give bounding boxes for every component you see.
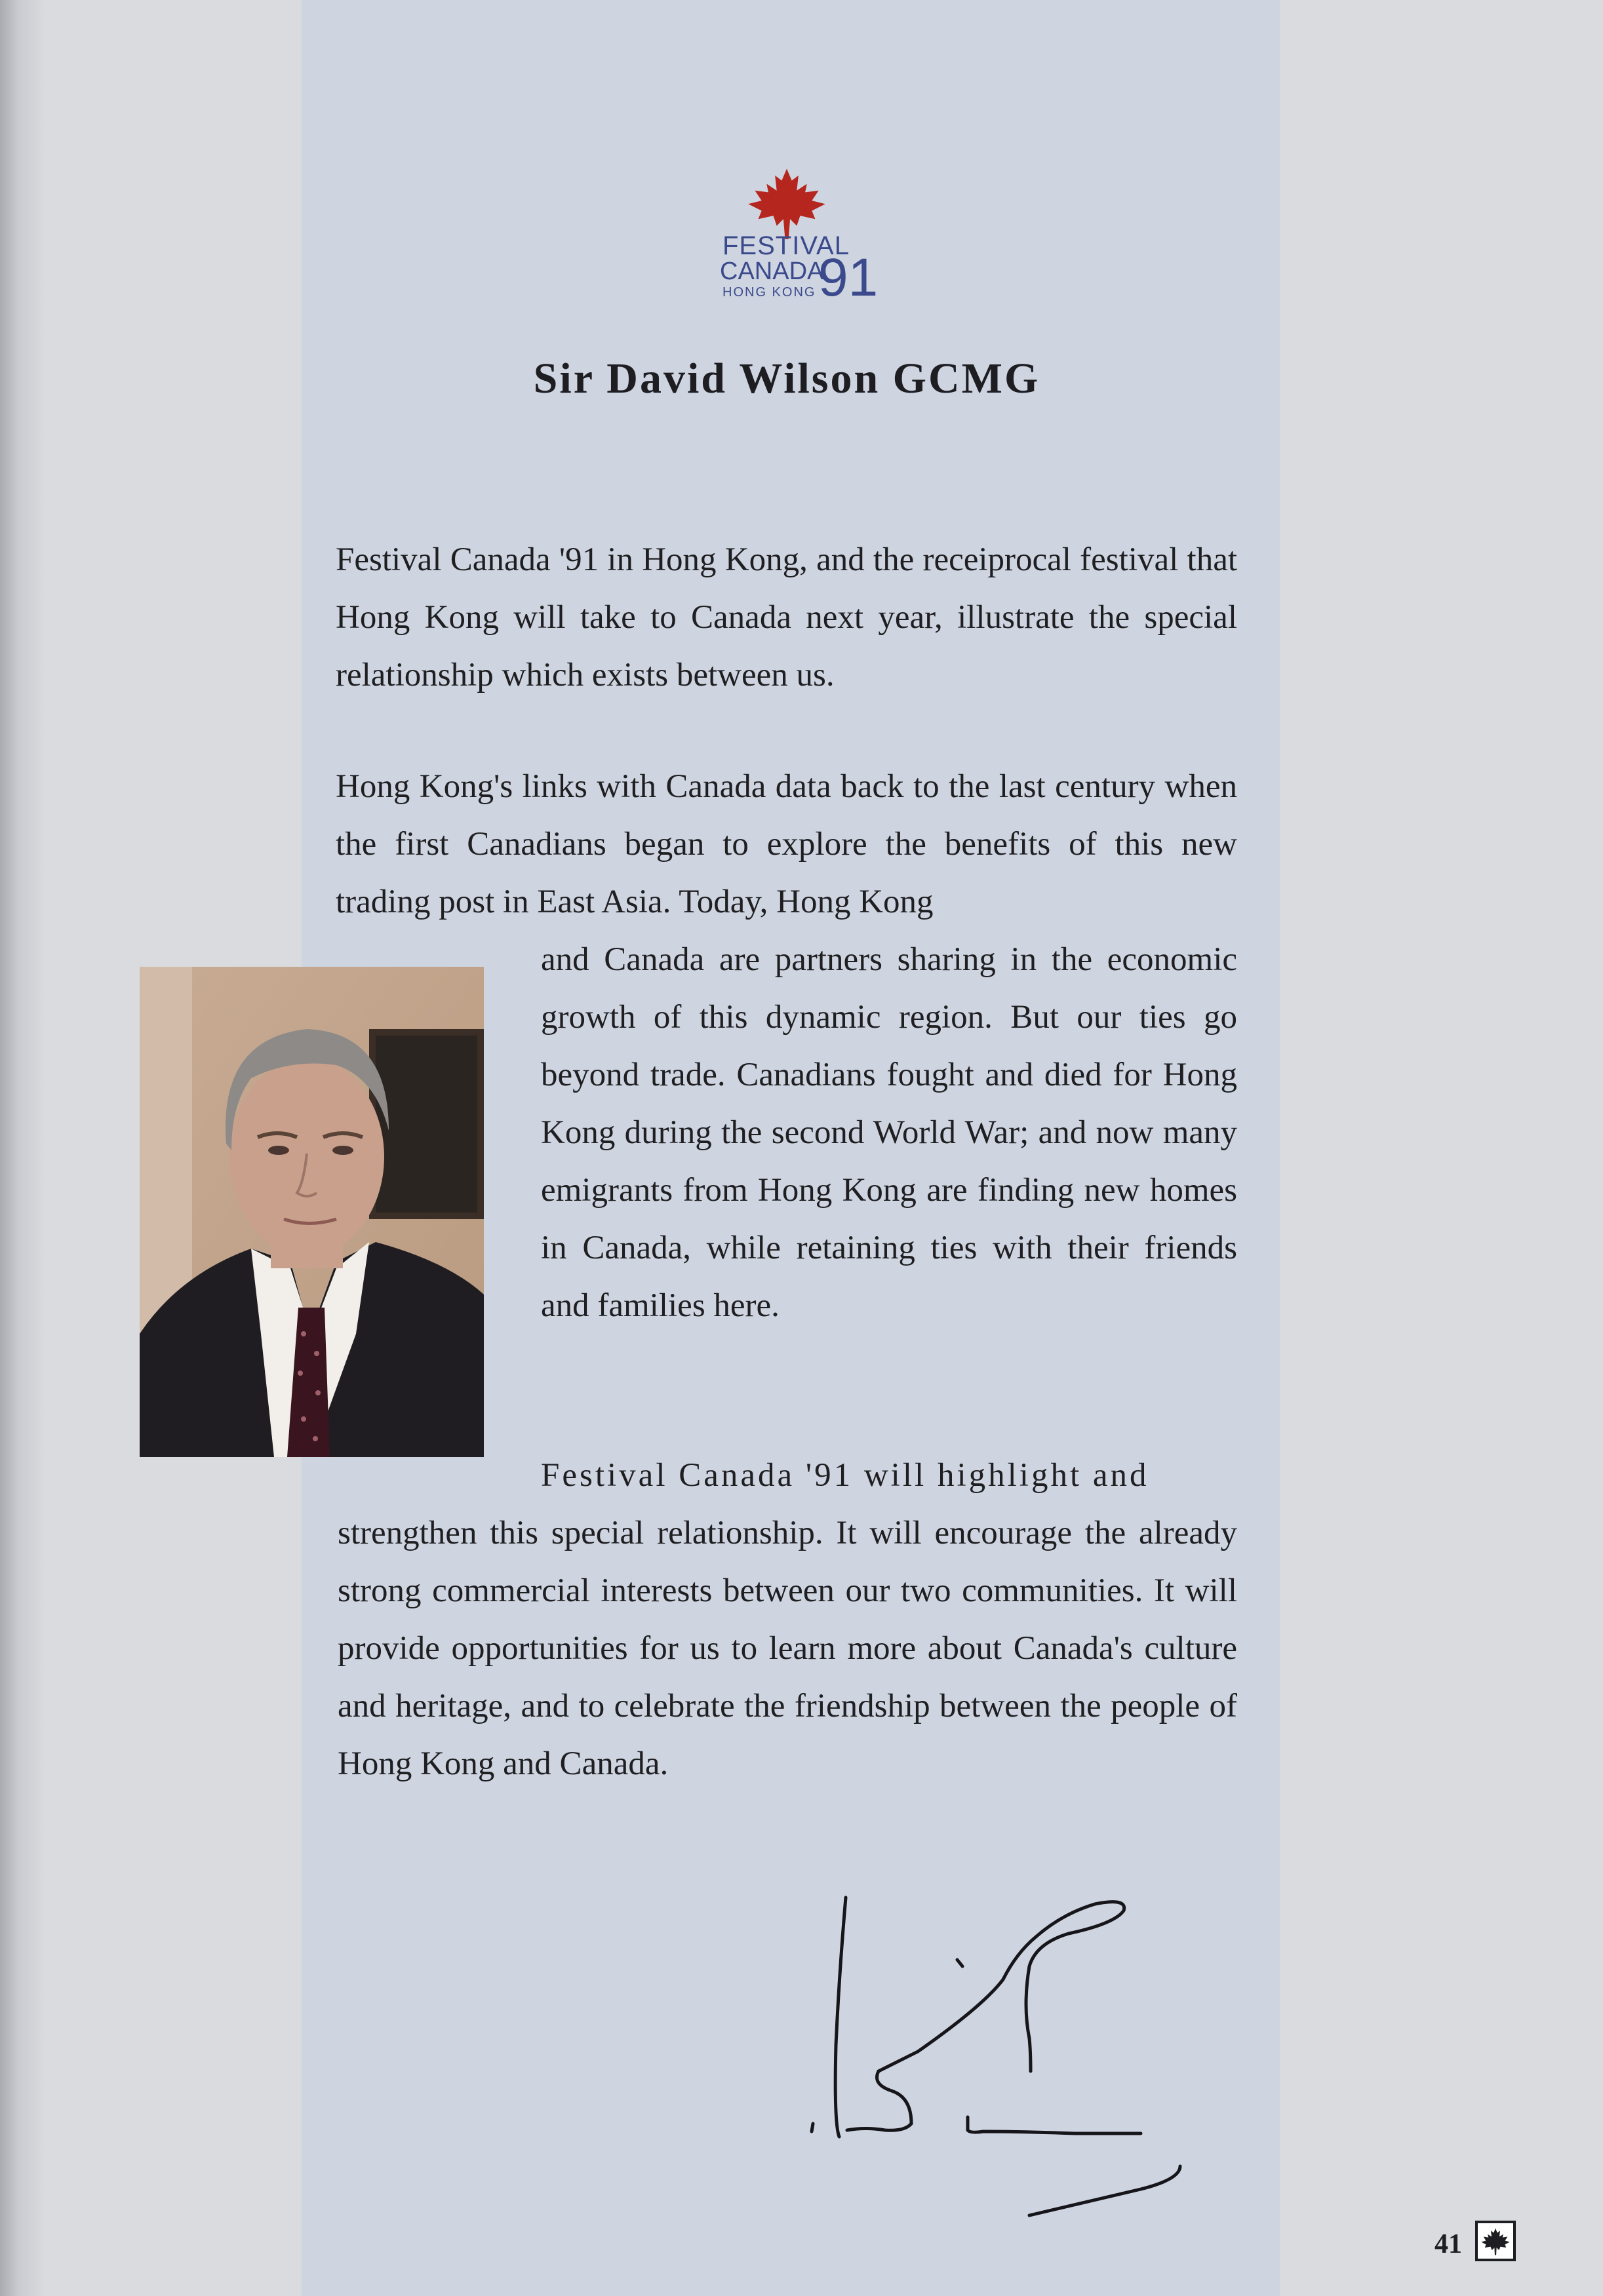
maple-leaf-box-icon bbox=[1475, 2221, 1516, 2261]
page-number: 41 bbox=[1435, 2229, 1462, 2259]
logo-word-hong-kong: HONG KONG bbox=[722, 285, 816, 300]
paragraph-2: Hong Kong's links with Canada data back to the last century when the first Canadians began to explore the benefits of this new trading post in East Asia. Today, Hong Kong bbox=[336, 768, 1237, 920]
signature bbox=[787, 1875, 1206, 2228]
page-title: Sir David Wilson GCMG bbox=[533, 355, 1040, 402]
paragraph-5: strengthen this special relationship. It will encourage the already strong commercial interests between our two communities. It will provide opportunities for us to learn more about Canada's culture and heritage, and to celebrate the friendship between the people of Hong Kong and Canada. bbox=[338, 1515, 1237, 1782]
portrait-photo bbox=[140, 967, 484, 1457]
festival-logo bbox=[708, 167, 879, 318]
page-gutter-shadow bbox=[0, 0, 46, 2296]
paragraph-4: Festival Canada '91 will highlight and bbox=[541, 1457, 1149, 1494]
logo-word-canada: CANADA bbox=[720, 258, 824, 285]
paragraph-3: and Canada are partners sharing in the economic growth of this dynamic region. But our ties go beyond trade. Canadians fought and died for Hong Kong during the second World War; and now many emigrants from Hong Kong are finding new homes in Canada, while retaining ties with their friends and families here. bbox=[541, 941, 1237, 1324]
logo-year: 91 bbox=[818, 248, 879, 307]
logo-word-festival: FESTIVAL bbox=[722, 231, 850, 260]
paragraph-1: Festival Canada '91 in Hong Kong, and the receiprocal festival that Hong Kong will take to Canada next year, illustrate the special relationship which exists between us. bbox=[336, 541, 1237, 693]
